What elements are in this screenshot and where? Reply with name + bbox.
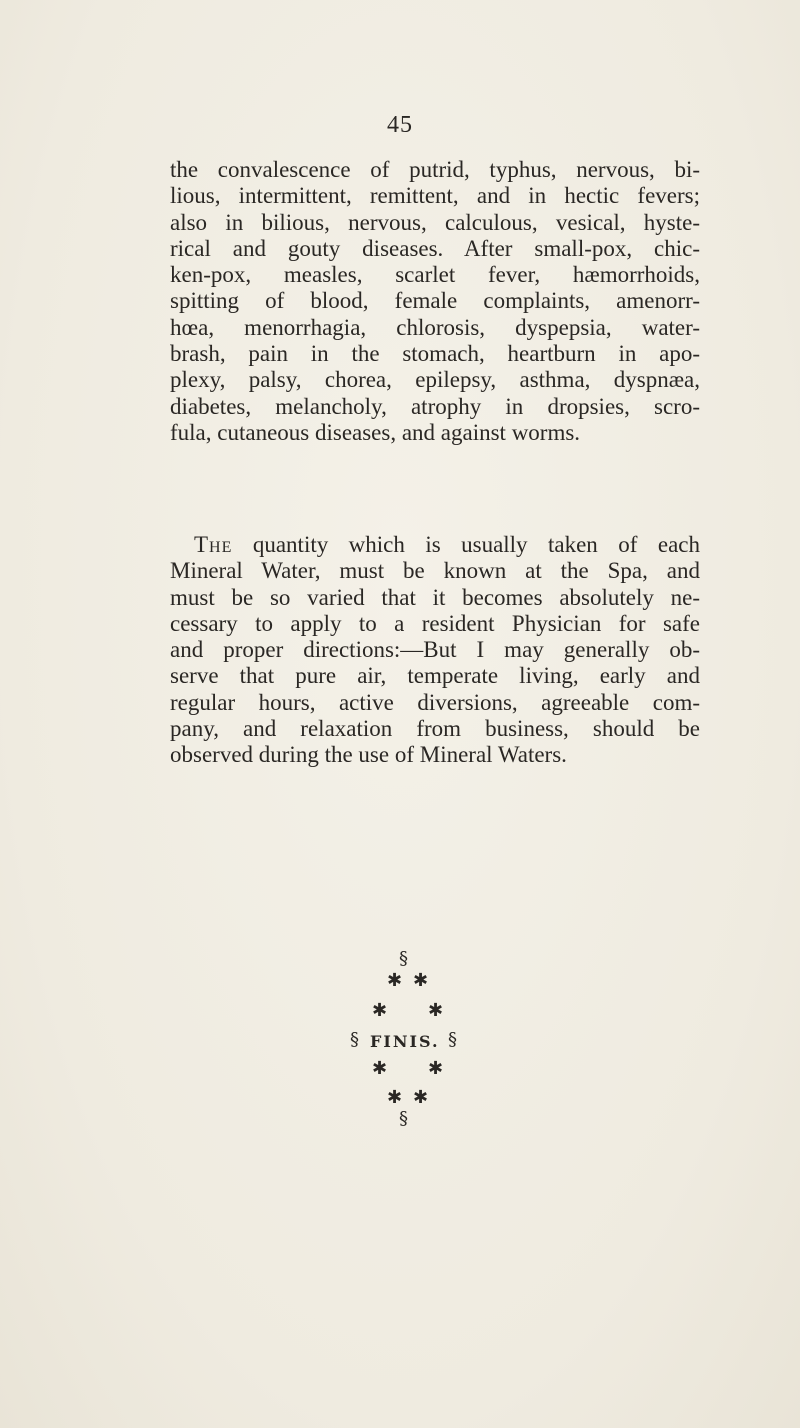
text-line: plexy, palsy, chorea, epilepsy, asthma, dyspnæa, bbox=[170, 367, 700, 393]
asterisk-icon: ✱ bbox=[413, 1087, 429, 1108]
text-line: serve that pure air, temperate living, early and bbox=[170, 663, 700, 689]
asterisk-icon: ✱ bbox=[372, 1058, 388, 1079]
section-sign-icon: § bbox=[448, 1029, 457, 1050]
asterisk-icon: ✱ bbox=[387, 1087, 403, 1108]
text-line: brash, pain in the stomach, heartburn in apo- bbox=[170, 341, 700, 367]
lead-word: The bbox=[194, 532, 233, 557]
asterisk-icon: ✱ bbox=[413, 970, 429, 991]
section-sign-icon: § bbox=[399, 1108, 408, 1129]
text-line: hœa, menorrhagia, chlorosis, dyspepsia, water- bbox=[170, 314, 700, 340]
text-line: and proper directions:—But I may generally ob- bbox=[170, 637, 700, 663]
text-line: observed during the use of Mineral Waters. bbox=[170, 742, 567, 768]
text-line: regular hours, active diversions, agreeable com- bbox=[170, 689, 700, 715]
paragraph-1 bbox=[170, 157, 700, 446]
section-sign-icon: § bbox=[350, 1029, 359, 1050]
text-line: lious, intermittent, remittent, and in hectic fevers; bbox=[170, 183, 700, 209]
text-line: Mineral Water, must be known at the Spa, and bbox=[170, 558, 700, 584]
asterisk-icon: ✱ bbox=[387, 970, 403, 991]
text-line: ken-pox, measles, scarlet fever, hæmorrhoids, bbox=[170, 262, 700, 288]
text-line: spitting of blood, female complaints, amenorr- bbox=[170, 288, 700, 314]
page-number: 45 bbox=[387, 112, 413, 138]
text-line: must be so varied that it becomes absolutely ne- bbox=[170, 584, 700, 610]
first-line-rest: quantity which is usually taken of each bbox=[232, 532, 700, 557]
text-line: cessary to apply to a resident Physician for safe bbox=[170, 610, 700, 636]
asterisk-icon: ✱ bbox=[372, 1000, 388, 1021]
paragraph-2 bbox=[170, 532, 700, 769]
text-line: fula, cutaneous diseases, and against worms. bbox=[170, 419, 581, 445]
text-line: also in bilious, nervous, calculous, vesical, hyste- bbox=[170, 209, 700, 235]
text-line: the convalescence of putrid, typhus, nervous, bi- bbox=[170, 157, 700, 182]
finis-label: FINIS. bbox=[370, 1032, 440, 1051]
text-line-first bbox=[170, 532, 700, 558]
section-sign-icon: § bbox=[399, 948, 408, 969]
asterisk-icon: ✱ bbox=[428, 1000, 444, 1021]
finis-ornament bbox=[350, 950, 460, 1190]
text-line: diabetes, melancholy, atrophy in dropsies, scro- bbox=[170, 393, 700, 419]
text-line: rical and gouty diseases. After small-pox, chic- bbox=[170, 235, 700, 261]
text-line: pany, and relaxation from business, should be bbox=[170, 716, 700, 742]
asterisk-icon: ✱ bbox=[428, 1058, 444, 1079]
